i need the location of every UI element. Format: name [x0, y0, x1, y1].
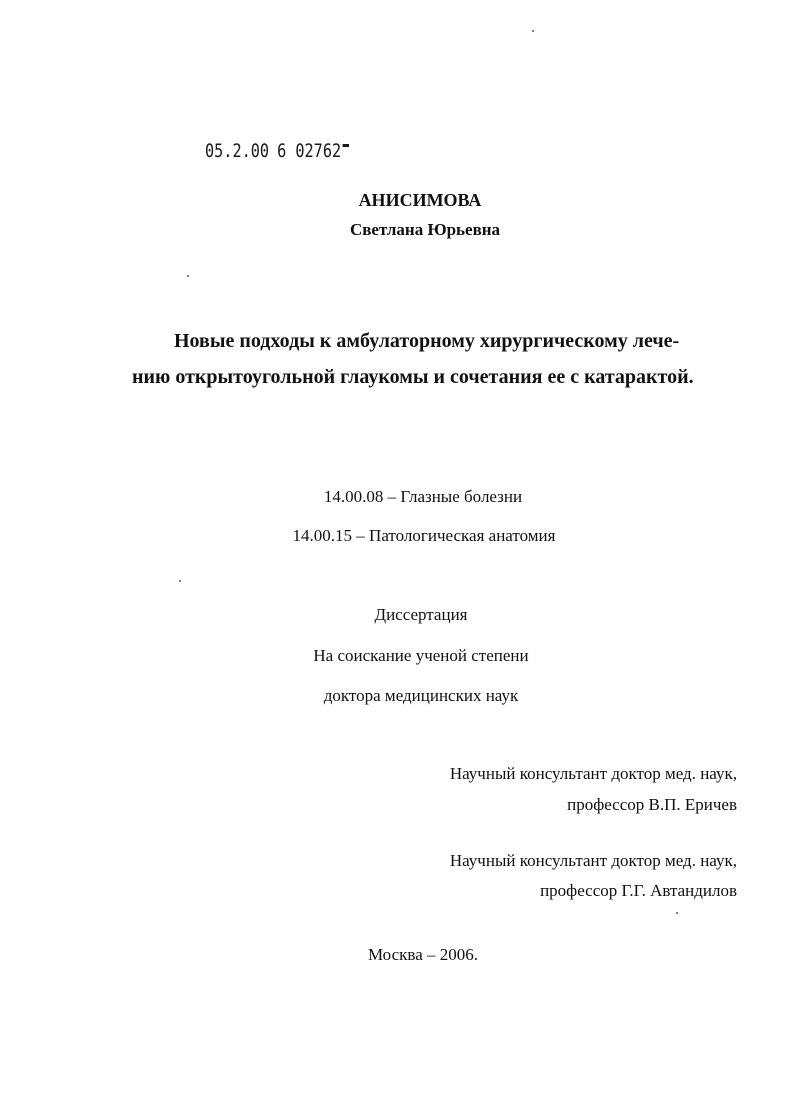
consultant-1-name: профессор В.П. Еричев — [567, 795, 737, 814]
archive-stamp — [205, 140, 349, 162]
degree-purpose: На соискание ученой степени — [313, 646, 529, 665]
document-type: Диссертация — [374, 605, 468, 624]
scan-speck — [676, 912, 678, 914]
place-and-year: Москва – 2006. — [367, 945, 479, 964]
stamp-code-a: 05.2.00 — [205, 140, 270, 162]
dissertation-title-line-1: Новые подходы к амбулаторному хирургическому лече- — [174, 330, 680, 352]
author-name: Светлана Юрьевна — [349, 220, 501, 239]
specialty-1: 14.00.08 – Глазные болезни — [323, 487, 523, 506]
consultant-2-role: Научный консультант доктор мед. наук, — [449, 851, 737, 870]
scan-speck — [532, 30, 534, 32]
scan-speck — [187, 275, 189, 277]
specialty-2: 14.00.15 – Патологическая анатомия — [292, 526, 556, 545]
consultant-2-name: профессор Г.Г. Автандилов — [540, 881, 737, 900]
author-surname: АНИСИМОВА — [358, 190, 482, 210]
stamp-code-b: 6 02762 — [277, 140, 342, 162]
consultant-1-role: Научный консультант доктор мед. наук, — [449, 764, 737, 783]
scan-speck — [179, 580, 181, 582]
degree-name: доктора медицинских наук — [323, 686, 519, 705]
stamp-dash-mark — [343, 144, 349, 147]
dissertation-title-line-2: нию открытоугольной глаукомы и сочетания ее с катарактой. — [132, 366, 694, 388]
